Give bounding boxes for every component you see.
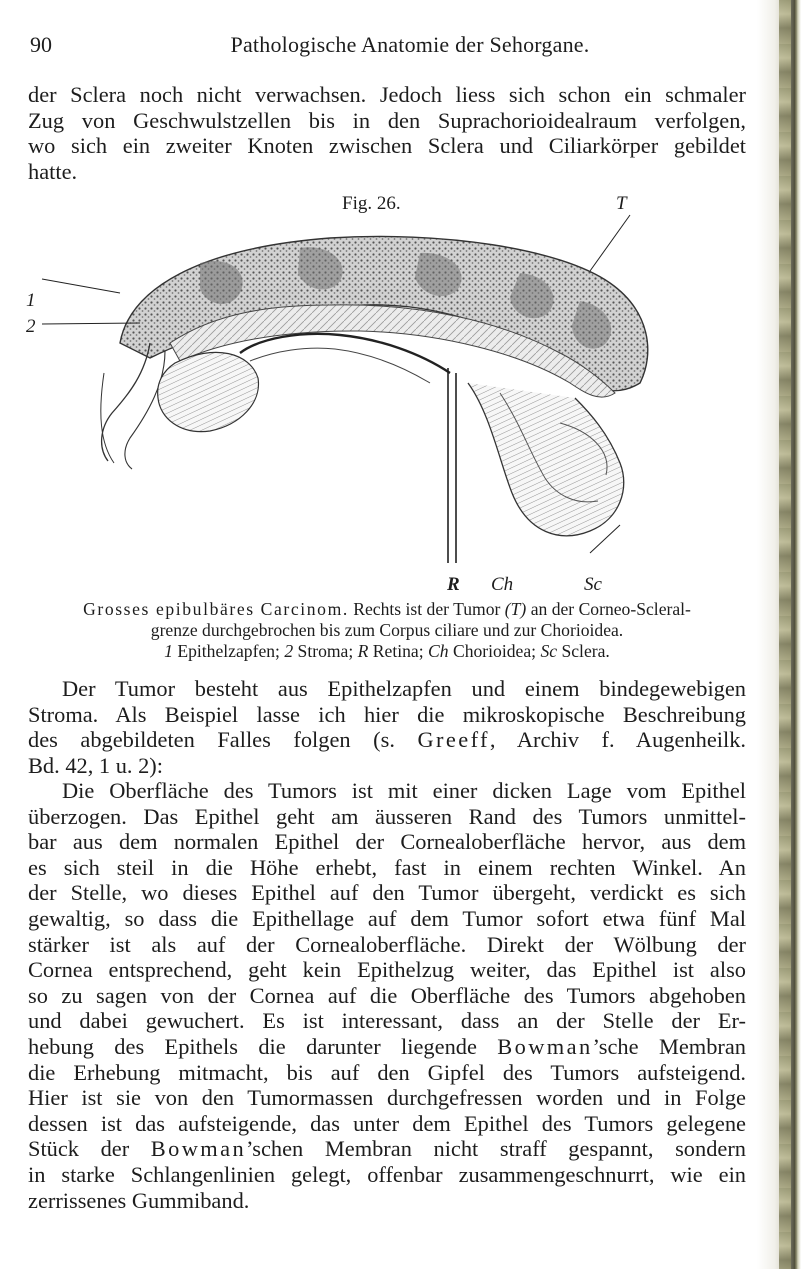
paragraph-2	[28, 676, 746, 778]
caption-legend-line	[28, 641, 746, 662]
text-line: es sich steil in die Höhe erhebt, fast in einem rechten Winkel. An	[28, 854, 746, 880]
legend-text: Retina;	[368, 640, 429, 661]
text-line: dessen ist das aufsteigende, das unter dem Epithel des Tumors gelegene	[28, 1110, 746, 1136]
paragraph-1	[28, 82, 746, 184]
author-name: Bowman	[497, 1033, 593, 1059]
label-T: T	[616, 193, 627, 214]
page-header	[30, 32, 750, 62]
label-1: 1	[26, 290, 36, 311]
text-line: der Sclera noch nicht verwachsen. Jedoch liess sich schon ein schmaler	[28, 82, 746, 107]
caption-text: an der Corneo-Scleral-	[526, 599, 691, 619]
text-line: so zu sagen von der Cornea auf die Oberfläche des Tumors abgehoben	[28, 982, 746, 1008]
text-span: ’sche Membran	[592, 1033, 746, 1059]
text-line: Hier ist sie von den Tumormassen durchgefressen worden und in Folge	[28, 1085, 746, 1111]
text-line: hatte.	[28, 158, 78, 184]
page-number: 90	[30, 32, 52, 57]
text-line: die Erhebung mitmacht, bis auf den Gipfel des Tumors aufsteigend.	[28, 1059, 746, 1085]
figure-title: Fig. 26.	[342, 193, 401, 214]
figure-26	[0, 193, 760, 603]
caption-line	[28, 599, 746, 620]
text-span: Stück der	[28, 1136, 151, 1162]
text-line	[28, 1136, 746, 1162]
microscopic-section-illustration	[0, 193, 760, 603]
author-name: Bowman	[150, 1136, 247, 1162]
spine-texture	[779, 0, 791, 1269]
paragraph-3	[28, 778, 746, 1213]
tumor-drawing	[42, 215, 648, 563]
book-spine-edge	[757, 0, 801, 1269]
text-line: Die Oberfläche des Tumors ist mit einer dicken Lage vom Epithel	[62, 778, 746, 803]
legend-key: Sc	[540, 640, 558, 661]
legend-text: Chorioidea;	[448, 640, 541, 661]
legend-key: Ch	[428, 640, 449, 661]
text-line: wo sich ein zweiter Knoten zwischen Sclera und Ciliarkörper gebildet	[28, 133, 746, 159]
running-head: Pathologische Anatomie der Sehorgane.	[230, 32, 590, 57]
text-span: des abgebildeten Falles folgen (s.	[28, 727, 418, 753]
legend-text: Stroma;	[293, 640, 358, 661]
text-line: bar aus dem normalen Epithel der Cornealoberfläche hervor, aus dem	[28, 829, 746, 855]
text-line: Der Tumor besteht aus Epithelzapfen und einem bindegewebigen	[62, 676, 746, 701]
legend-key: 1	[164, 640, 173, 661]
spine-shadow	[791, 0, 795, 1269]
text-span: , Archiv f. Augenheilk.	[489, 727, 746, 753]
text-line: und dabei gewuchert. Es ist interessant, dass an der Stelle der Er-	[28, 1008, 746, 1034]
legend-key: R	[357, 640, 369, 661]
text-line: stärker ist als auf der Cornealoberfläche. Direkt der Wölbung der	[28, 931, 746, 957]
text-line: in starke Schlangenlinien gelegt, offenbar zusammengeschnurrt, wie ein	[28, 1161, 746, 1187]
text-span: ’schen Membran nicht straff gespannt, sondern	[246, 1136, 746, 1162]
text-line: Cornea entsprechend, geht kein Epithelzug weiter, das Epithel ist also	[28, 957, 746, 983]
text-line: der Stelle, wo dieses Epithel auf den Tumor übergeht, verdickt es sich	[28, 880, 746, 906]
text-line: Stroma. Als Beispiel lasse ich hier die mikroskopische Beschreibung	[28, 701, 746, 727]
label-Ch: Ch	[491, 574, 514, 595]
text-line: Bd. 42, 1 u. 2):	[28, 752, 163, 778]
text-line: zerrissenes Gummiband.	[28, 1187, 250, 1213]
text-line	[28, 1034, 746, 1060]
legend-key: 2	[284, 640, 294, 661]
label-2: 2	[26, 316, 36, 337]
text-line	[28, 727, 746, 753]
legend-text: Epithelzapfen;	[172, 640, 285, 661]
text-span: hebung des Epithels die darunter liegende	[28, 1033, 498, 1059]
text-line: Zug von Geschwulstzellen bis in den Suprachorioidealraum verfolgen,	[28, 107, 746, 133]
figure-caption	[28, 599, 746, 661]
text-line: gewaltig, so dass die Epithellage auf dem Tumor sofort etwa fünf Mal	[28, 905, 746, 931]
label-Sc: Sc	[584, 574, 602, 595]
label-R: R	[447, 574, 460, 595]
caption-T: (T)	[504, 599, 527, 619]
author-name: Greeff	[417, 727, 490, 753]
caption-text: Rechts ist der Tumor	[348, 599, 505, 619]
caption-line: grenze durchgebrochen bis zum Corpus ciliare und zur Chorioidea.	[150, 619, 624, 640]
legend-text: Sclera.	[557, 640, 610, 661]
text-line: überzogen. Das Epithel geht am äusseren Rand des Tumors unmittel-	[28, 803, 746, 829]
caption-title: Grosses epibulbäres Carcinom.	[83, 599, 349, 619]
